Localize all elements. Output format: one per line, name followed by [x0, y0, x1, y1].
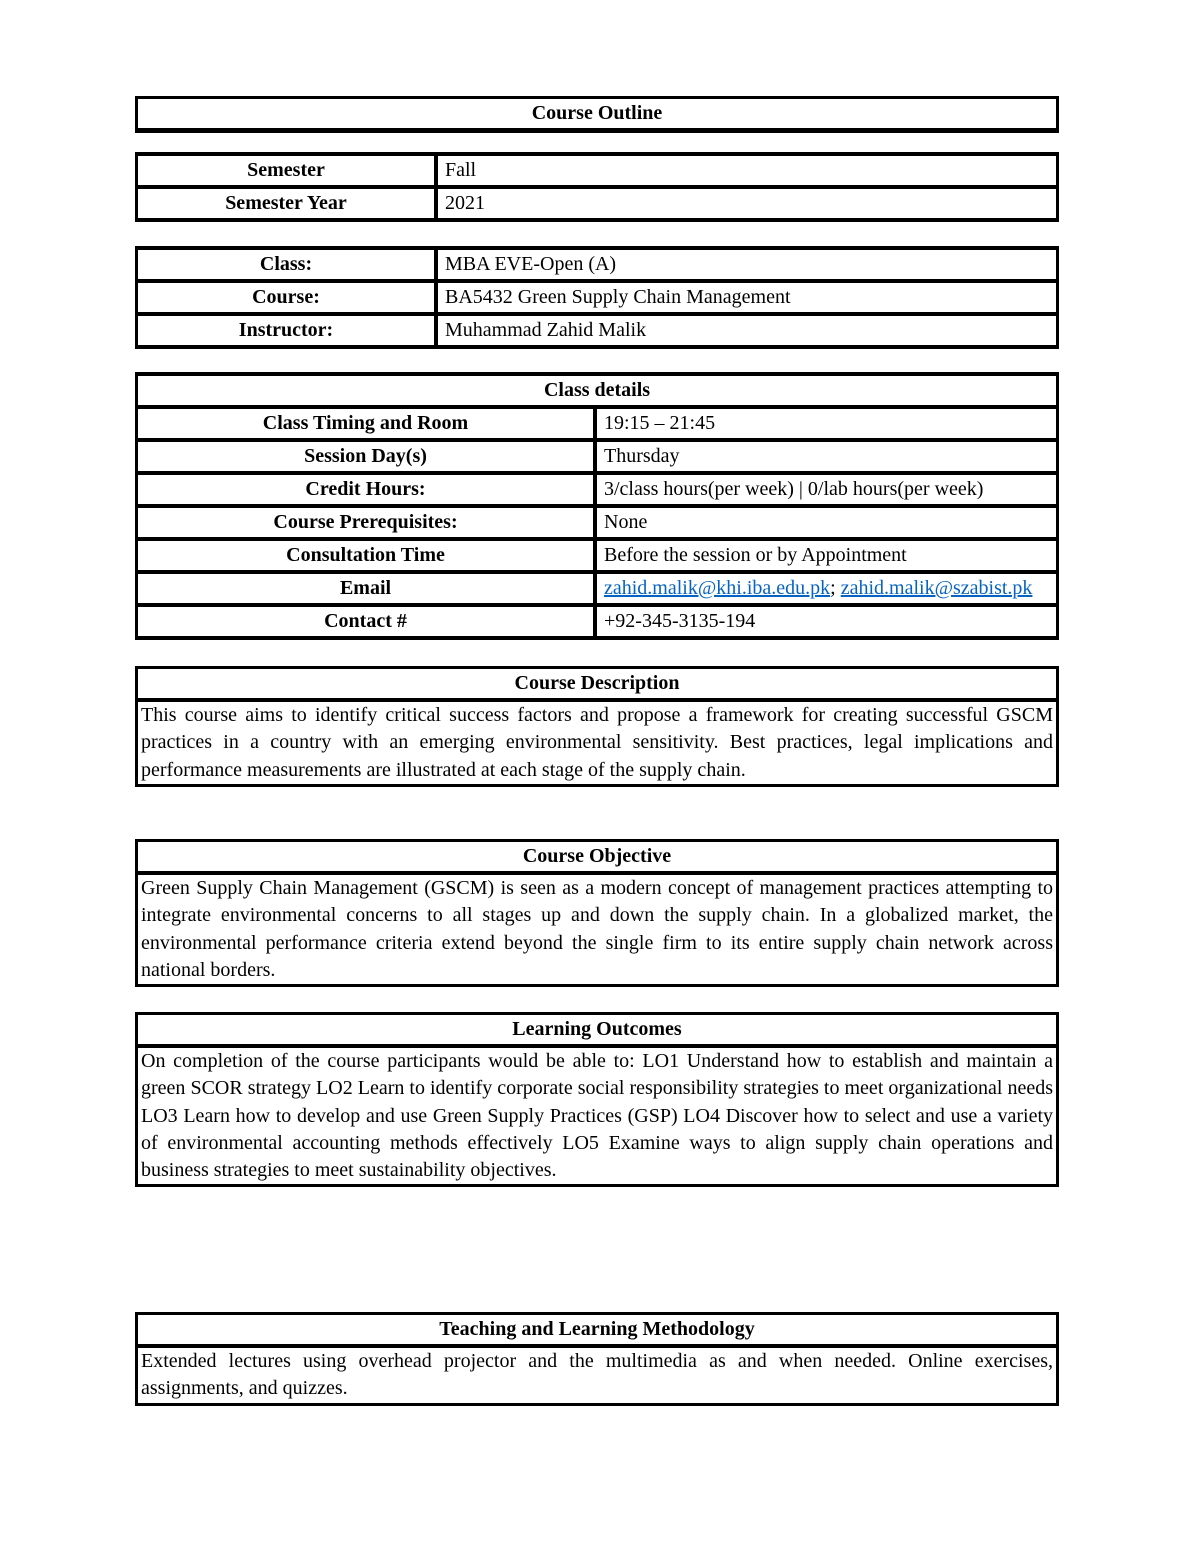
- email-link-iba[interactable]: zahid.malik@khi.iba.edu.pk: [604, 577, 831, 599]
- table-row: [138, 574, 1056, 603]
- course-outline-section: [135, 96, 1059, 133]
- course-outline-title: Course Outline: [138, 99, 1056, 128]
- semester-year-label: Semester Year: [138, 189, 438, 218]
- prerequisites-value: None: [597, 508, 1056, 537]
- course-label: Course:: [138, 283, 438, 312]
- table-row: [138, 316, 1056, 345]
- table-row: [138, 189, 1056, 218]
- table-row: [138, 250, 1056, 279]
- session-days-label: Session Day(s): [138, 442, 597, 471]
- email-value: [597, 574, 1056, 603]
- class-info-table: [135, 246, 1059, 349]
- email-separator: ;: [830, 577, 841, 599]
- course-description-section: [135, 666, 1059, 787]
- instructor-value: Muhammad Zahid Malik: [438, 316, 1056, 345]
- methodology-title: Teaching and Learning Methodology: [138, 1315, 1056, 1344]
- class-timing-value: 19:15 – 21:45: [597, 409, 1056, 438]
- table-row: [138, 376, 1056, 405]
- course-objective-section: [135, 839, 1059, 987]
- table-row: [138, 607, 1056, 636]
- semester-year-value: 2021: [438, 189, 1056, 218]
- table-row: [138, 541, 1056, 570]
- course-objective-text: Green Supply Chain Management (GSCM) is seen as a modern concept of management practices attempting to integrate environmental concerns to all stages up and down the supply chain. In a globalized market, the environmental performance criteria extend beyond the single firm to its entire supply chain network across national borders.: [138, 875, 1056, 984]
- prerequisites-label: Course Prerequisites:: [138, 508, 597, 537]
- course-description-text: This course aims to identify critical success factors and propose a framework for creating successful GSCM practices in a country with an emerging environmental sensitivity. Best practices, legal implications and performance measurements are illustrated at each stage of the supply chain.: [138, 702, 1056, 784]
- email-label: Email: [138, 574, 597, 603]
- course-objective-title: Course Objective: [138, 842, 1056, 871]
- semester-value: Fall: [438, 156, 1056, 185]
- email-link-szabist[interactable]: zahid.malik@szabist.pk: [840, 577, 1033, 599]
- credit-hours-value: 3/class hours(per week) | 0/lab hours(per week): [597, 475, 1056, 504]
- table-row: [138, 442, 1056, 471]
- contact-label: Contact #: [138, 607, 597, 636]
- consultation-time-value: Before the session or by Appointment: [597, 541, 1056, 570]
- session-days-value: Thursday: [597, 442, 1056, 471]
- table-row: [138, 156, 1056, 185]
- instructor-label: Instructor:: [138, 316, 438, 345]
- table-row: [138, 508, 1056, 537]
- learning-outcomes-section: [135, 1012, 1059, 1187]
- class-details-table: [135, 372, 1059, 640]
- course-description-title: Course Description: [138, 669, 1056, 698]
- table-row: [138, 283, 1056, 312]
- semester-label: Semester: [138, 156, 438, 185]
- learning-outcomes-text: On completion of the course participants would be able to: LO1 Understand how to establish and maintain a green SCOR strategy LO2 Learn to identify corporate social responsibility strategies to meet organizational needs LO3 Learn how to develop and use Green Supply Practices (GSP) LO4 Discover how to select and use a variety of environmental accounting methods effectively LO5 Examine ways to align supply chain operations and business strategies to meet sustainability objectives.: [138, 1048, 1056, 1184]
- class-timing-label: Class Timing and Room: [138, 409, 597, 438]
- semester-table: [135, 152, 1059, 222]
- table-row: [138, 475, 1056, 504]
- class-details-title: Class details: [138, 376, 1056, 405]
- contact-value: +92-345-3135-194: [597, 607, 1056, 636]
- class-value: MBA EVE-Open (A): [438, 250, 1056, 279]
- consultation-time-label: Consultation Time: [138, 541, 597, 570]
- credit-hours-label: Credit Hours:: [138, 475, 597, 504]
- table-row: [138, 409, 1056, 438]
- learning-outcomes-title: Learning Outcomes: [138, 1015, 1056, 1044]
- course-value: BA5432 Green Supply Chain Management: [438, 283, 1056, 312]
- methodology-text: Extended lectures using overhead projector and the multimedia as and when needed. Online exercises, assignments, and quizzes.: [138, 1348, 1056, 1403]
- class-label: Class:: [138, 250, 438, 279]
- methodology-section: [135, 1312, 1059, 1406]
